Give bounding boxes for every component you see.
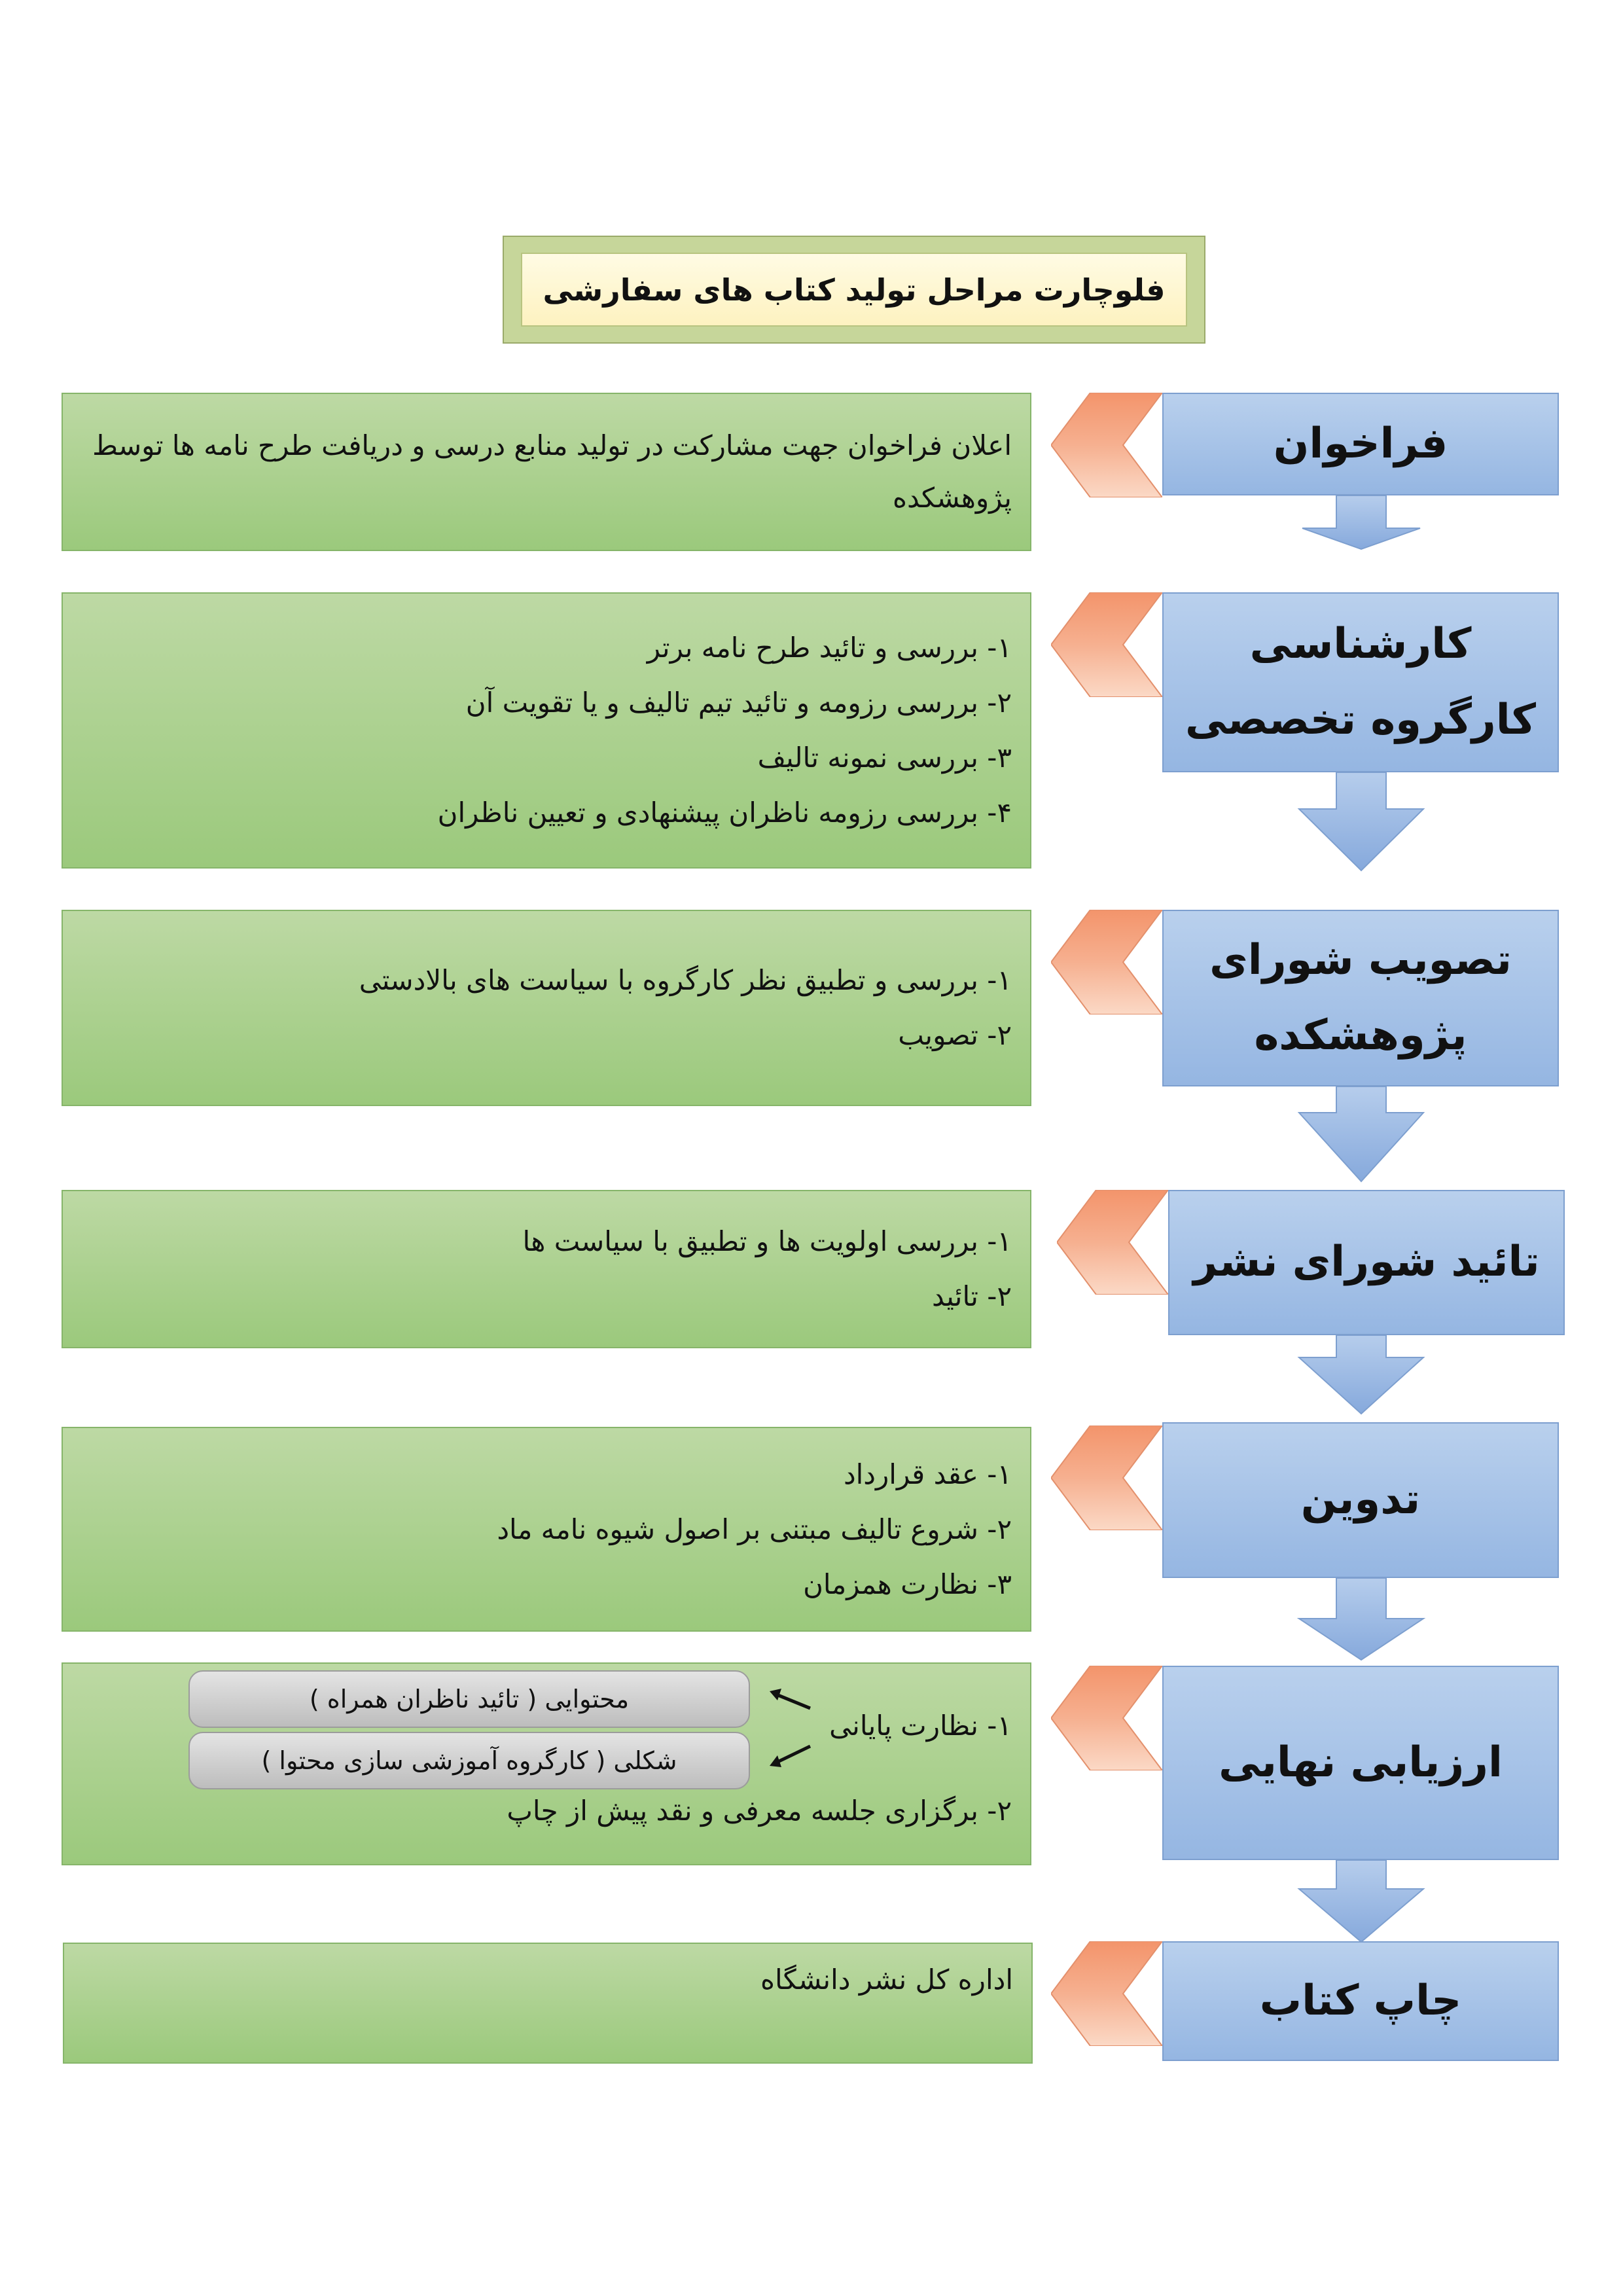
- title-box: [503, 236, 1205, 344]
- detail-expert-line-3: ۳- بررسی نمونه تالیف: [757, 742, 1012, 774]
- detail-expert-review: [62, 592, 1031, 869]
- stage-council-approval: [1162, 910, 1559, 1086]
- sub-content-review: [188, 1670, 750, 1728]
- stage-publishing-approval: [1168, 1190, 1565, 1335]
- detail-compilation-line-3: ۳- نظارت همزمان: [803, 1568, 1012, 1600]
- down-arrow-3: [1296, 1086, 1427, 1191]
- stage-publishing-approval-label: تائید شورای نشر: [1193, 1238, 1540, 1287]
- stage-final-evaluation: [1162, 1666, 1559, 1860]
- chevron-arrow-7: [1051, 1941, 1162, 2046]
- down-arrow-1: [1296, 495, 1427, 600]
- down-arrow-2: [1296, 772, 1427, 877]
- detail-expert-line-2: ۲- بررسی رزومه و تائید تیم تالیف و یا تقویت آن: [465, 687, 1012, 719]
- detail-final-line-2: ۲- برگزاری جلسه معرفی و نقد پیش از چاپ: [507, 1795, 1012, 1827]
- detail-call-line-1: اعلان فراخوان جهت مشارکت در تولید منابع درسی و دریافت طرح نامه ها توسط پژوهشکده: [92, 429, 1012, 514]
- detail-publishing-approval: [62, 1190, 1031, 1348]
- detail-final-line-1: ۱- نظارت پایانی: [829, 1710, 1012, 1742]
- detail-compilation-line-2: ۲- شروع تالیف مبتنی بر اصول شیوه نامه ماد: [497, 1513, 1012, 1545]
- chevron-arrow-6: [1051, 1666, 1162, 1770]
- detail-council-approval: [62, 910, 1031, 1106]
- detail-expert-line-4: ۴- بررسی رزومه ناظران پیشنهادی و تعیین ناظران: [437, 797, 1012, 829]
- detail-final-evaluation: [62, 1662, 1031, 1865]
- detail-compilation-line-1: ۱- عقد قرارداد: [843, 1458, 1012, 1490]
- stage-expert-review-label-2: کارگروه تخصصی: [1185, 695, 1536, 744]
- chevron-arrow-5: [1051, 1426, 1162, 1530]
- sub-form-review-label: شکلی ( کارگروه آموزشی سازی محتوا ): [261, 1746, 677, 1775]
- detail-printing: [63, 1943, 1033, 2064]
- stage-council-approval-label-1: تصویب شورای: [1209, 935, 1512, 984]
- detail-expert-line-1: ۱- بررسی و تائید طرح نامه برتر: [647, 632, 1012, 664]
- stage-call: [1162, 393, 1559, 495]
- detail-printing-line-1: اداره کل نشر دانشگاه: [760, 1964, 1013, 1996]
- detail-council-line-2: ۲- تصویب: [898, 1019, 1012, 1051]
- stage-call-label: فراخوان: [1273, 419, 1448, 468]
- chevron-arrow-1: [1051, 393, 1162, 497]
- sub-content-review-label: محتوایی ( تائید ناظران همراه ): [309, 1685, 630, 1713]
- chevron-arrow-3: [1051, 910, 1162, 1014]
- sub-form-review: [188, 1732, 750, 1789]
- detail-publishing-line-2: ۲- تائید: [932, 1280, 1012, 1312]
- stage-expert-review-label-1: کارشناسی: [1249, 620, 1472, 669]
- stage-printing-label: چاپ کتاب: [1259, 1976, 1462, 2025]
- stage-compilation-label: تدوین: [1300, 1475, 1421, 1524]
- flowchart-title: فلوچارت مراحل تولید کتاب های سفارشی: [521, 253, 1187, 327]
- stage-expert-review: [1162, 592, 1559, 772]
- detail-call: [62, 393, 1031, 551]
- detail-council-line-1: ۱- بررسی و تطبیق نظر کارگروه با سیاست های بالادستی: [359, 964, 1012, 996]
- stage-printing: [1162, 1941, 1559, 2061]
- chevron-arrow-4: [1057, 1190, 1168, 1295]
- detail-publishing-line-1: ۱- بررسی اولویت ها و تطبیق با سیاست ها: [522, 1225, 1012, 1257]
- stage-council-approval-label-2: پژوهشکده: [1254, 1011, 1467, 1060]
- pointer-arrows: [764, 1683, 817, 1775]
- stage-compilation: [1162, 1422, 1559, 1578]
- chevron-arrow-2: [1051, 592, 1162, 697]
- detail-compilation: [62, 1427, 1031, 1632]
- stage-final-evaluation-label: ارزیابی نهایی: [1219, 1738, 1503, 1787]
